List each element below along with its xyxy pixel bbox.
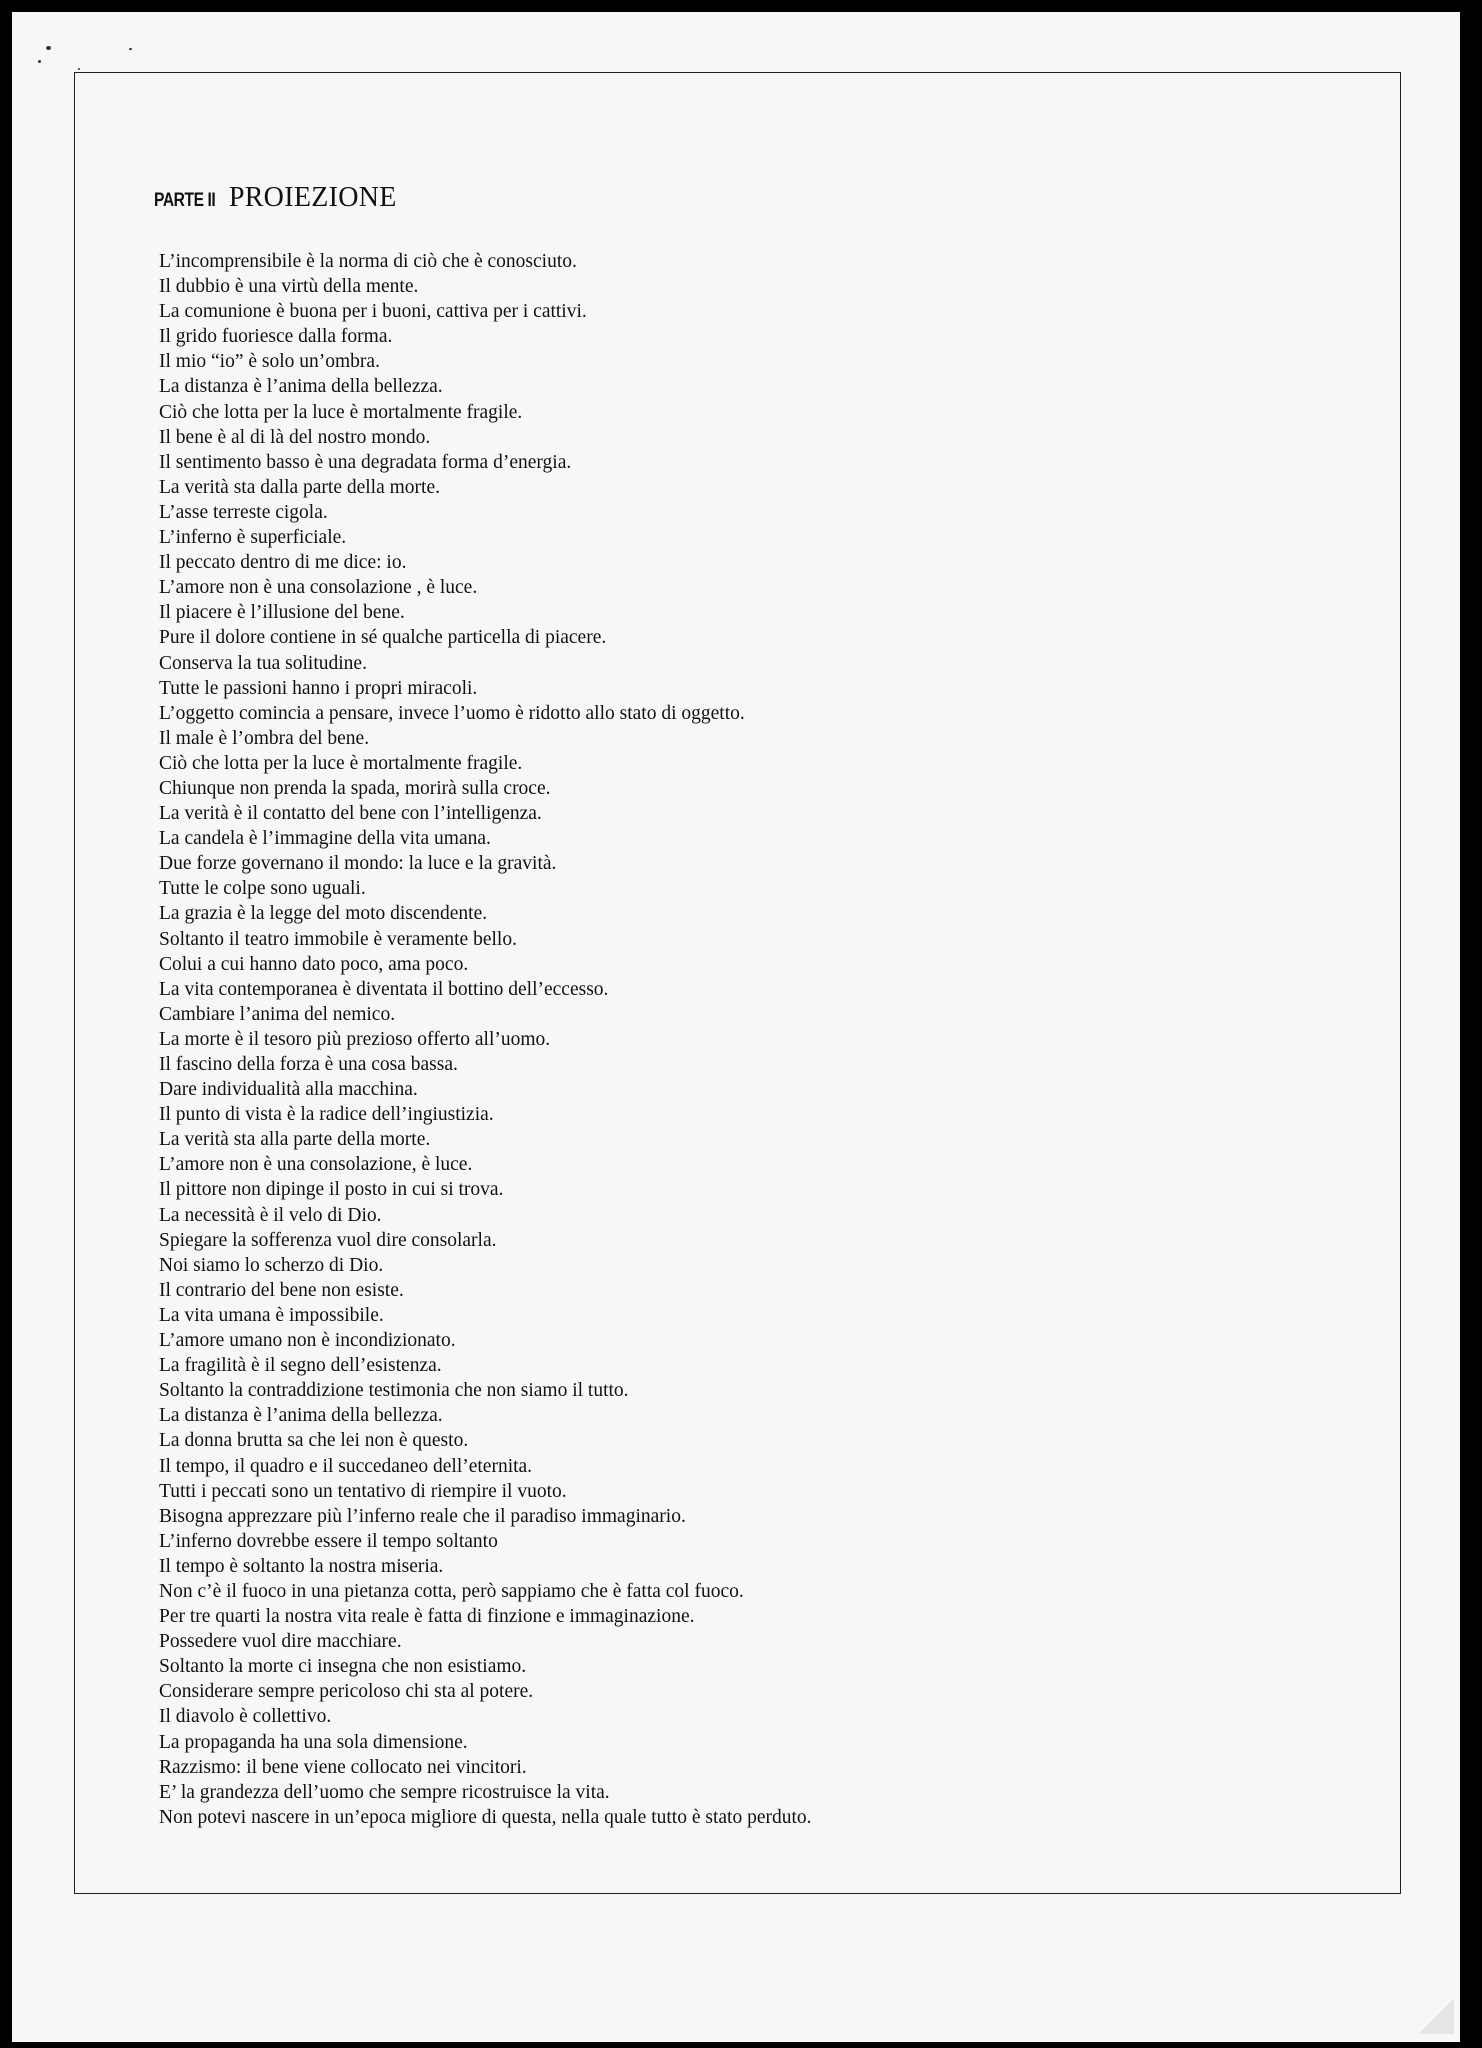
aphorism-list: [159, 249, 812, 1830]
paper-sheet: [12, 12, 1460, 2042]
aphorism-line: L’oggetto comincia a pensare, invece l’uomo è ridotto allo stato di oggetto.: [159, 702, 745, 724]
aphorism-line: Tutte le passioni hanno i propri miracoli.: [159, 677, 478, 699]
aphorism-line: Il male è l’ombra del bene.: [159, 727, 370, 749]
aphorism-line: Per tre quarti la nostra vita reale è fatta di finzione e immaginazione.: [159, 1606, 695, 1628]
aphorism-line: Il diavolo è collettivo.: [159, 1706, 332, 1728]
ink-speck: [78, 68, 80, 70]
aphorism-line: Colui a cui hanno dato poco, ama poco.: [159, 953, 469, 975]
aphorism-line: La comunione è buona per i buoni, cattiva per i cattivi.: [159, 301, 587, 323]
aphorism-line: Possedere vuol dire macchiare.: [159, 1631, 402, 1653]
aphorism-line: Il piacere è l’illusione del bene.: [159, 602, 405, 624]
aphorism-line: Ciò che lotta per la luce è mortalmente fragile.: [159, 752, 523, 774]
ink-speck: [38, 60, 41, 63]
aphorism-line: Il mio “io” è solo un’ombra.: [159, 351, 380, 373]
aphorism-line: Il contrario del bene non esiste.: [159, 1279, 404, 1301]
aphorism-line: L’incomprensibile è la norma di ciò che è conosciuto.: [159, 251, 577, 272]
aphorism-line: Spiegare la sofferenza vuol dire consolarla.: [159, 1229, 497, 1251]
aphorism-line: La verità è il contatto del bene con l’intelligenza.: [159, 803, 542, 825]
ink-speck: [129, 48, 132, 50]
aphorism-line: La vita umana è impossibile.: [159, 1304, 384, 1326]
aphorism-line: L’amore non è una consolazione, è luce.: [159, 1154, 473, 1176]
folded-corner: [1418, 1998, 1454, 2034]
page-title: PROIEZIONE: [228, 182, 397, 213]
aphorism-line: Il sentimento basso è una degradata forma d’energia.: [159, 451, 572, 473]
aphorism-line: L’amore non è una consolazione , è luce.: [159, 577, 478, 599]
part-label: PARTE II: [154, 190, 216, 211]
aphorism-line: L’inferno dovrebbe essere il tempo soltanto: [159, 1530, 498, 1552]
aphorism-line: Il punto di vista è la radice dell’ingiustizia.: [159, 1104, 494, 1126]
aphorism-line: La candela è l’immagine della vita umana.: [159, 828, 491, 850]
aphorism-line: Il fascino della forza è una cosa bassa.: [159, 1054, 458, 1075]
aphorism-line: Chiunque non prenda la spada, morirà sulla croce.: [159, 777, 551, 799]
aphorism-line: La propaganda ha una sola dimensione.: [159, 1731, 468, 1753]
aphorism-line: Il peccato dentro di me dice: io.: [159, 552, 407, 574]
aphorism-line: Dare individualità alla macchina.: [159, 1079, 418, 1101]
aphorism-line: Non c’è il fuoco in una pietanza cotta, però sappiamo che è fatta col fuoco.: [159, 1580, 744, 1602]
ink-speck: [46, 46, 51, 50]
aphorism-line: L’amore umano non è incondizionato.: [159, 1330, 456, 1352]
aphorism-line: La morte è il tesoro più prezioso offerto all’uomo.: [159, 1028, 551, 1050]
aphorism-line: Noi siamo lo scherzo di Dio.: [159, 1254, 384, 1276]
aphorism-line: Soltanto la morte ci insegna che non esistiamo.: [159, 1656, 527, 1678]
aphorism-line: La vita contemporanea è diventata il bottino dell’eccesso.: [159, 978, 609, 1000]
aphorism-line: La necessità è il velo di Dio.: [159, 1204, 382, 1226]
aphorism-line: E’ la grandezza dell’uomo che sempre ricostruisce la vita.: [159, 1781, 610, 1803]
aphorism-line: Il grido fuoriesce dalla forma.: [159, 326, 393, 348]
aphorism-line: Tutte le colpe sono uguali.: [159, 878, 366, 900]
aphorism-line: Ciò che lotta per la luce è mortalmente fragile.: [159, 401, 523, 423]
aphorism-line: La grazia è la legge del moto discendente.: [159, 903, 488, 925]
aphorism-line: L’asse terreste cigola.: [159, 501, 328, 523]
aphorism-line: Considerare sempre pericoloso chi sta al potere.: [159, 1681, 534, 1703]
aphorism-line: Bisogna apprezzare più l’inferno reale che il paradiso immaginario.: [159, 1505, 686, 1527]
aphorism-line: Il dubbio è una virtù della mente.: [159, 276, 419, 298]
aphorism-line: La verità sta dalla parte della morte.: [159, 476, 440, 498]
aphorism-line: Il pittore non dipinge il posto in cui si trova.: [159, 1179, 504, 1201]
aphorism-line: Il tempo è soltanto la nostra miseria.: [159, 1555, 444, 1577]
aphorism-line: Soltanto la contraddizione testimonia che non siamo il tutto.: [159, 1380, 629, 1402]
aphorism-line: L’inferno è superficiale.: [159, 527, 347, 549]
page-heading: [154, 182, 397, 214]
aphorism-line: La donna brutta sa che lei non è questo.: [159, 1430, 469, 1452]
aphorism-line: Due forze governano il mondo: la luce e la gravità.: [159, 853, 557, 875]
aphorism-line: La distanza è l’anima della bellezza.: [159, 376, 443, 398]
aphorism-line: Conserva la tua solitudine.: [159, 652, 367, 674]
aphorism-line: Soltanto il teatro immobile è veramente bello.: [159, 928, 517, 950]
aphorism-line: La verità sta alla parte della morte.: [159, 1129, 431, 1151]
aphorism-line: Razzismo: il bene viene collocato nei vincitori.: [159, 1756, 527, 1778]
aphorism-line: La distanza è l’anima della bellezza.: [159, 1405, 443, 1427]
aphorism-line: Il tempo, il quadro e il succedaneo dell’eternita.: [159, 1455, 533, 1477]
aphorism-line: Non potevi nascere in un’epoca migliore di questa, nella quale tutto è stato perduto.: [159, 1806, 812, 1828]
aphorism-line: Il bene è al di là del nostro mondo.: [159, 426, 431, 448]
aphorism-line: Tutti i peccati sono un tentativo di riempire il vuoto.: [159, 1480, 567, 1502]
aphorism-line: Pure il dolore contiene in sé qualche particella di piacere.: [159, 627, 607, 649]
aphorism-line: La fragilità è il segno dell’esistenza.: [159, 1355, 442, 1377]
aphorism-line: Cambiare l’anima del nemico.: [159, 1003, 396, 1025]
